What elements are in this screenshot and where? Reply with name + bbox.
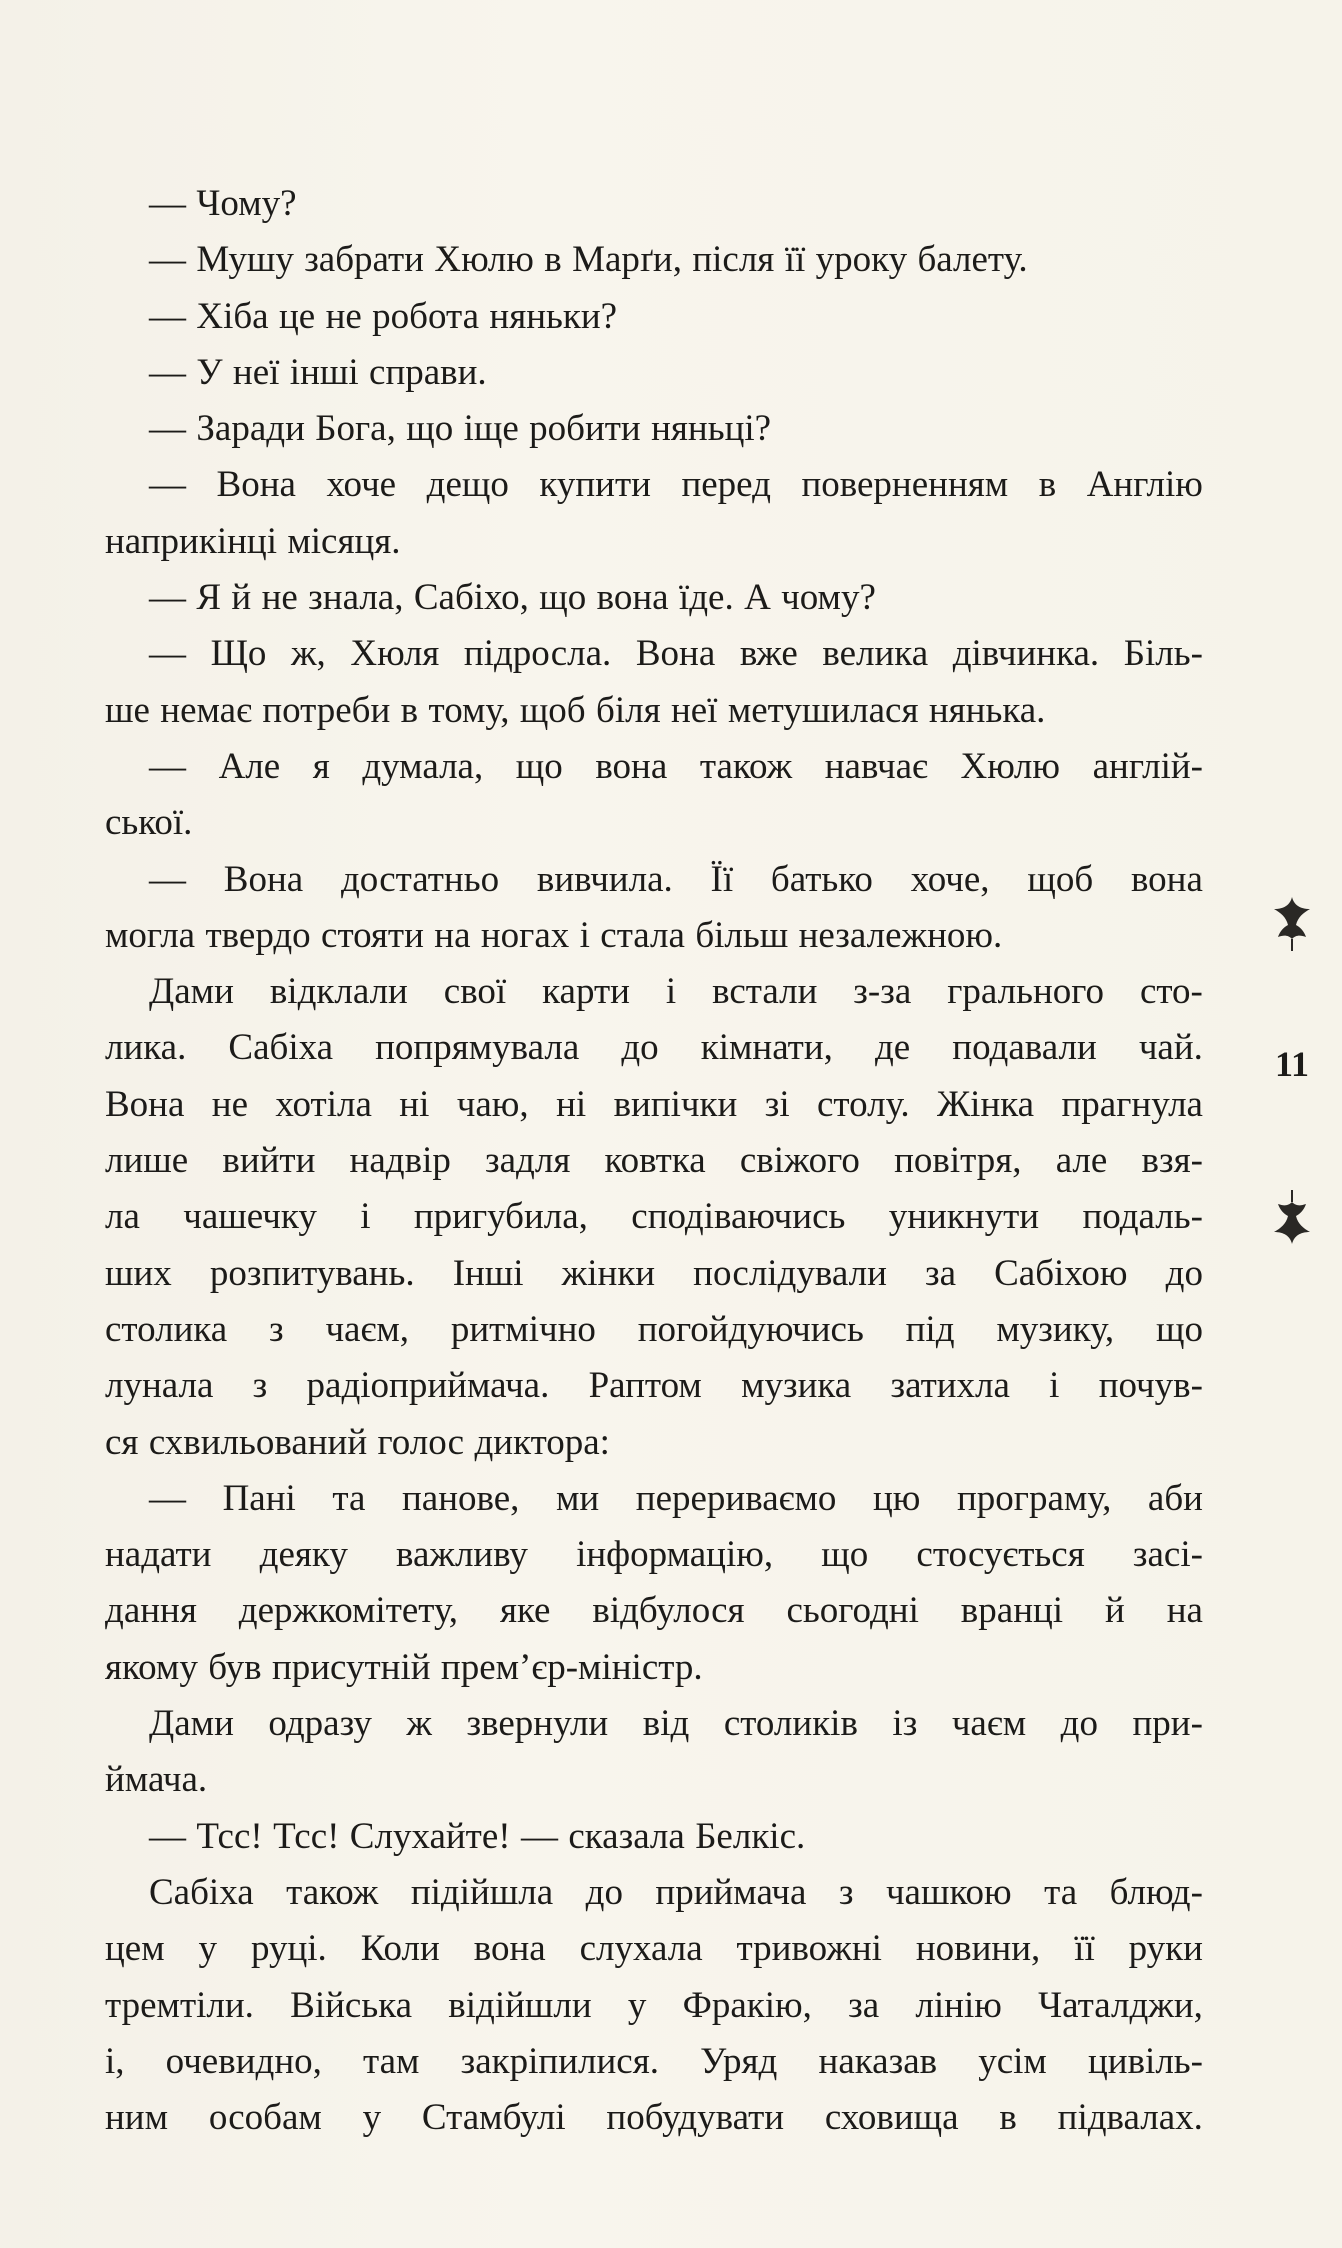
text-line: — Що ж, Хюля підросла. Вона вже велика дівчинка. Біль- [149,633,1203,675]
text-line: — Але я думала, що вона також навчає Хюлю англій- [149,745,1203,787]
text-line: цем у руці. Коли вона слухала тривожні новини, її руки [105,1928,1203,1970]
text-line: — Вона достатньо вивчила. Її батько хоче, щоб вона [149,858,1203,900]
text-line: — У неї інші справи. [149,351,487,393]
fleuron-ornament-icon [1262,1188,1322,1246]
text-line: лика. Сабіха попрямувала до кімнати, де подавали чай. [105,1027,1203,1069]
text-line: Дами відклали свої карти і встали з-за грального сто- [149,971,1203,1013]
text-line: могла твердо стояти на ногах і стала більш незалежною. [105,914,1003,956]
text-line: ської. [105,802,193,844]
text-line: ймача. [105,1759,208,1801]
text-line: — Мушу забрати Хюлю в Марґи, після її уроку балету. [149,239,1028,281]
text-line: наприкінці місяця. [105,520,401,562]
text-line: ших розпитувань. Інші жінки послідували за Сабіхою до [105,1252,1203,1294]
text-line: ше немає потреби в тому, щоб біля неї метушилася нянька. [105,689,1046,731]
page-number: 11 [1274,1044,1309,1084]
text-line: Сабіха також підійшла до приймача з чашкою та блюд- [149,1871,1203,1913]
text-line: тремтіли. Війська відійшли у Фракію, за лінію Чаталджи, [105,1984,1203,2026]
text-line: дання держкомітету, яке відбулося сьогодні вранці й на [105,1590,1203,1632]
text-line: якому був присутній прем’єр-міністр. [105,1646,703,1688]
body-text [105,176,1203,2146]
text-line: і, очевидно, там закріпилися. Уряд наказав усім цивіль- [105,2040,1203,2082]
text-line: столика з чаєм, ритмічно погойдуючись під музику, що [105,1308,1203,1350]
text-line: — Пані та панове, ми перериваємо цю програму, аби [149,1477,1203,1519]
text-line: ся схвильований голос диктора: [105,1421,610,1463]
fleuron-ornament-icon [1262,895,1322,953]
text-line: — Хіба це не робота няньки? [149,295,618,337]
text-line: Вона не хотіла ні чаю, ні випічки зі столу. Жінка прагнула [105,1083,1203,1125]
text-line: Дами одразу ж звернули від столиків із чаєм до при- [149,1703,1203,1745]
text-line: лунала з радіоприймача. Раптом музика затихла і почув- [105,1365,1203,1407]
text-line: ним особам у Стамбулі побудувати сховища в підвалах. [105,2097,1203,2139]
text-line: надати деяку важливу інформацію, що стосується засі- [105,1534,1203,1576]
text-line: ла чашечку і пригубила, сподіваючись уникнути подаль- [105,1196,1203,1238]
text-line: — Заради Бога, що іще робити няньці? [149,408,772,450]
text-line: — Я й не знала, Сабіхо, що вона їде. А чому? [149,577,876,619]
text-line: — Чому? [149,183,297,224]
text-line: лише вийти надвір задля ковтка свіжого повітря, але взя- [105,1140,1203,1182]
text-line: — Тсс! Тсс! Слухайте! — сказала Белкіс. [149,1815,806,1857]
text-line: — Вона хоче дещо купити перед поверненням в Англію [149,464,1203,506]
